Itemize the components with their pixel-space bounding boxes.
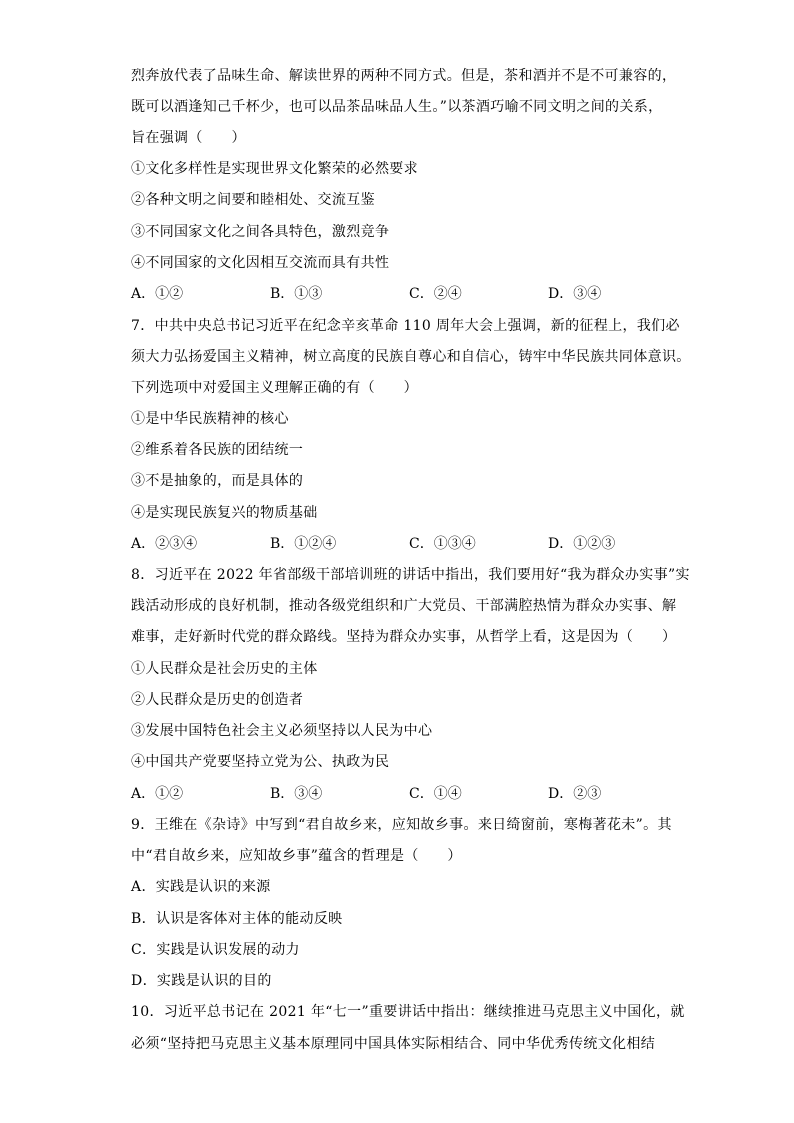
q7-text-line: 须大力弘扬爱国主义精神，树立高度的民族自尊心和自信心，铸牢中华民族共同体意识。 [131,349,691,365]
q6-statement: ①文化多样性是实现世界文化繁荣的必然要求 [131,161,418,177]
q7-text-line: 7．中共中央总书记习近平在纪念辛亥革命 110 周年大会上强调，新的征程上，我们必 [131,318,680,334]
q7-statement: ③不是抽象的，而是具体的 [131,473,304,489]
q9-choice-a[interactable]: A．实践是认识的来源 [131,879,271,895]
q8-option-a[interactable]: A．①② [131,786,184,802]
q8-option-c[interactable]: C．①④ [409,786,462,802]
q6-option-a[interactable]: A．①② [131,286,184,302]
q8-statement: ②人民群众是历史的创造者 [131,692,304,708]
q9-choice-c[interactable]: C．实践是认识发展的动力 [131,942,300,958]
q6-option-b[interactable]: B．①③ [270,286,323,302]
q8-text-line: 8．习近平在 2022 年省部级干部培训班的讲话中指出，我们要用好“我为群众办实事”实 [131,567,690,583]
q8-statement: ①人民群众是社会历史的主体 [131,661,318,677]
q8-statement: ③发展中国特色社会主义必须坚持以人民为中心 [131,723,433,739]
q6-options [131,284,671,304]
q6-text-line: 旨在强调（ ） [131,130,246,146]
q8-statement: ④中国共产党要坚持立党为公、执政为民 [131,754,390,770]
q7-option-a[interactable]: A．②③④ [131,536,198,552]
q9-choice-d[interactable]: D．实践是认识的目的 [131,973,272,989]
q6-statement: ④不同国家的文化因相互交流而具有共性 [131,255,390,271]
q7-statement: ②维系着各民族的团结统一 [131,442,304,458]
q7-text-line: 下列选项中对爱国主义理解正确的有（ ） [131,380,418,396]
q8-option-b[interactable]: B．③④ [270,786,323,802]
q7-option-d[interactable]: D．①②③ [548,536,616,552]
q6-option-d[interactable]: D．③④ [548,286,602,302]
q7-options [131,534,671,554]
q7-statement: ④是实现民族复兴的物质基础 [131,505,318,521]
q10-text-line: 10．习近平总书记在 2021 年“七一”重要讲话中指出：继续推进马克思主义中国化，就 [131,1004,685,1020]
q6-option-c[interactable]: C．②④ [409,286,462,302]
q6-statement: ③不同国家文化之间各具特色，激烈竞争 [131,224,390,240]
q8-text-line: 践活动形成的良好机制，推动各级党组织和广大党员、干部满腔热情为群众办实事、解 [131,598,677,614]
q8-option-d[interactable]: D．②③ [548,786,602,802]
q8-options [131,784,671,804]
q7-option-b[interactable]: B．①②④ [270,536,337,552]
q9-choice-b[interactable]: B．认识是客体对主体的能动反映 [131,911,343,927]
q9-text-line: 中“君自故乡来，应知故乡事”蕴含的哲理是（ ） [131,848,462,864]
q6-statement: ②各种文明之间要和睦相处、交流互鉴 [131,192,375,208]
q8-text-line: 难事，走好新时代党的群众路线。坚持为群众办实事，从哲学上看，这是因为（ ） [131,629,677,645]
q7-option-c[interactable]: C．①③④ [409,536,476,552]
q7-statement: ①是中华民族精神的核心 [131,411,289,427]
q10-text-line: 必须“坚持把马克思主义基本原理同中国具体实际相结合、同中华优秀传统文化相结 [131,1036,656,1052]
q9-text-line: 9．王维在《杂诗》中写到“君自故乡来，应知故乡事。来日绮窗前，寒梅著花未”。其 [131,817,672,833]
q6-text-line: 既可以酒逢知己千杯少，也可以品茶品味品人生。”以茶酒巧喻不同文明之间的关系， [131,99,663,115]
q6-text-line: 烈奔放代表了品味生命、解读世界的两种不同方式。但是，茶和酒并不是不可兼容的， [131,68,677,84]
